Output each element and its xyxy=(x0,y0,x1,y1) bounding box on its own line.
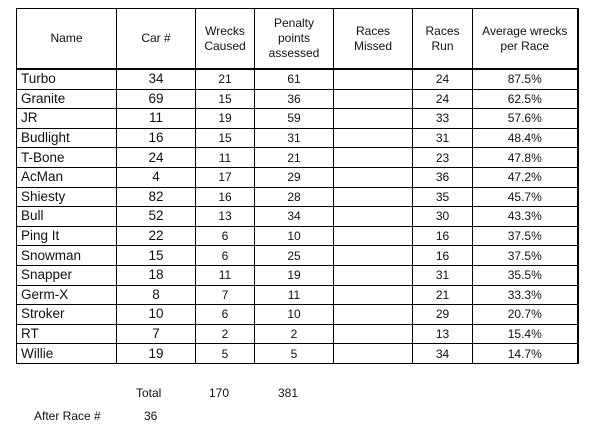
cell-car[interactable]: 11 xyxy=(117,109,196,129)
table-row xyxy=(17,324,578,344)
table-row xyxy=(17,226,578,246)
cell-avg-wrecks[interactable]: 45.7% xyxy=(473,187,578,207)
cell-wrecks-caused[interactable]: 21 xyxy=(196,69,255,89)
cell-car[interactable]: 22 xyxy=(117,226,196,246)
cell-penalty-points[interactable]: 19 xyxy=(255,265,334,285)
cell-car[interactable]: 4 xyxy=(117,167,196,187)
cell-name[interactable]: AcMan xyxy=(17,167,117,187)
table-row xyxy=(17,207,578,227)
after-race-label[interactable]: After Race # xyxy=(34,409,101,423)
header-races-run[interactable]: Races Run xyxy=(413,9,473,70)
cell-penalty-points[interactable]: 61 xyxy=(255,69,334,89)
cell-avg-wrecks[interactable]: 15.4% xyxy=(473,324,578,344)
cell-avg-wrecks[interactable]: 33.3% xyxy=(473,285,578,305)
cell-penalty-points[interactable]: 29 xyxy=(255,167,334,187)
table-row xyxy=(17,167,578,187)
cell-races-missed[interactable] xyxy=(334,265,413,285)
cell-penalty-points[interactable]: 31 xyxy=(255,128,334,148)
header-penalty-points[interactable]: Penalty points assessed xyxy=(255,9,334,70)
cell-avg-wrecks[interactable]: 62.5% xyxy=(473,89,578,109)
standings-table xyxy=(16,8,579,364)
cell-races-missed[interactable] xyxy=(334,148,413,168)
table-row xyxy=(17,246,578,266)
totals-penalty[interactable]: 381 xyxy=(278,386,299,400)
cell-races-run[interactable]: 16 xyxy=(413,246,473,266)
cell-name[interactable]: Germ-X xyxy=(17,285,117,305)
cell-avg-wrecks[interactable]: 20.7% xyxy=(473,305,578,325)
cell-wrecks-caused[interactable]: 2 xyxy=(196,324,255,344)
cell-races-run[interactable]: 35 xyxy=(413,187,473,207)
cell-avg-wrecks[interactable]: 37.5% xyxy=(473,226,578,246)
cell-car[interactable]: 18 xyxy=(117,265,196,285)
cell-races-missed[interactable] xyxy=(334,89,413,109)
cell-races-run[interactable]: 31 xyxy=(413,128,473,148)
cell-races-run[interactable]: 24 xyxy=(413,69,473,89)
header-car[interactable]: Car # xyxy=(117,9,196,70)
cell-name[interactable]: Stroker xyxy=(17,305,117,325)
cell-penalty-points[interactable]: 11 xyxy=(255,285,334,305)
cell-name[interactable]: Granite xyxy=(17,89,117,109)
cell-wrecks-caused[interactable]: 6 xyxy=(196,226,255,246)
cell-avg-wrecks[interactable]: 47.2% xyxy=(473,167,578,187)
cell-races-missed[interactable] xyxy=(334,128,413,148)
cell-wrecks-caused[interactable]: 16 xyxy=(196,187,255,207)
cell-name[interactable]: Willie xyxy=(17,344,117,364)
cell-races-missed[interactable] xyxy=(334,167,413,187)
cell-avg-wrecks[interactable]: 47.8% xyxy=(473,148,578,168)
table-row xyxy=(17,265,578,285)
cell-name[interactable]: Ping It xyxy=(17,226,117,246)
header-wrecks-caused[interactable]: Wrecks Caused xyxy=(196,9,255,70)
table-row xyxy=(17,128,578,148)
cell-name[interactable]: T-Bone xyxy=(17,148,117,168)
cell-races-missed[interactable] xyxy=(334,69,413,89)
cell-avg-wrecks[interactable]: 87.5% xyxy=(473,69,578,89)
table-row xyxy=(17,69,578,89)
cell-races-run[interactable]: 21 xyxy=(413,285,473,305)
cell-races-missed[interactable] xyxy=(334,305,413,325)
cell-penalty-points[interactable]: 28 xyxy=(255,187,334,207)
table-row xyxy=(17,148,578,168)
cell-races-run[interactable]: 30 xyxy=(413,207,473,227)
cell-wrecks-caused[interactable]: 7 xyxy=(196,285,255,305)
cell-wrecks-caused[interactable]: 17 xyxy=(196,167,255,187)
cell-avg-wrecks[interactable]: 14.7% xyxy=(473,344,578,364)
cell-avg-wrecks[interactable]: 37.5% xyxy=(473,246,578,266)
cell-avg-wrecks[interactable]: 57.6% xyxy=(473,109,578,129)
cell-name[interactable]: JR xyxy=(17,109,117,129)
table-row xyxy=(17,285,578,305)
cell-penalty-points[interactable]: 21 xyxy=(255,148,334,168)
table-row xyxy=(17,305,578,325)
cell-name[interactable]: Turbo xyxy=(17,69,117,89)
cell-wrecks-caused[interactable]: 6 xyxy=(196,305,255,325)
cell-wrecks-caused[interactable]: 11 xyxy=(196,148,255,168)
cell-penalty-points[interactable]: 2 xyxy=(255,324,334,344)
cell-wrecks-caused[interactable]: 6 xyxy=(196,246,255,266)
cell-name[interactable]: Snowman xyxy=(17,246,117,266)
cell-races-missed[interactable] xyxy=(334,285,413,305)
cell-penalty-points[interactable]: 10 xyxy=(255,226,334,246)
table-row xyxy=(17,187,578,207)
cell-races-run[interactable]: 24 xyxy=(413,89,473,109)
cell-car[interactable]: 16 xyxy=(117,128,196,148)
cell-name[interactable]: Shiesty xyxy=(17,187,117,207)
cell-wrecks-caused[interactable]: 15 xyxy=(196,128,255,148)
header-races-missed[interactable]: Races Missed xyxy=(334,9,413,70)
cell-name[interactable]: Budlight xyxy=(17,128,117,148)
cell-name[interactable]: Snapper xyxy=(17,265,117,285)
header-row xyxy=(17,9,578,70)
cell-car[interactable]: 15 xyxy=(117,246,196,266)
table-row xyxy=(17,89,578,109)
cell-car[interactable]: 10 xyxy=(117,305,196,325)
cell-races-missed[interactable] xyxy=(334,344,413,364)
header-name[interactable]: Name xyxy=(17,9,117,70)
cell-races-run[interactable]: 29 xyxy=(413,305,473,325)
cell-races-missed[interactable] xyxy=(334,246,413,266)
totals-label[interactable]: Total xyxy=(136,386,162,400)
cell-penalty-points[interactable]: 10 xyxy=(255,305,334,325)
cell-name[interactable]: Bull xyxy=(17,207,117,227)
cell-races-run[interactable]: 23 xyxy=(413,148,473,168)
cell-wrecks-caused[interactable]: 5 xyxy=(196,344,255,364)
cell-races-run[interactable]: 13 xyxy=(413,324,473,344)
totals-row xyxy=(16,386,486,406)
cell-penalty-points[interactable]: 36 xyxy=(255,89,334,109)
cell-wrecks-caused[interactable]: 15 xyxy=(196,89,255,109)
cell-wrecks-caused[interactable]: 19 xyxy=(196,109,255,129)
after-race-value[interactable]: 36 xyxy=(144,409,158,423)
cell-penalty-points[interactable]: 5 xyxy=(255,344,334,364)
cell-avg-wrecks[interactable]: 35.5% xyxy=(473,265,578,285)
cell-car[interactable]: 8 xyxy=(117,285,196,305)
cell-wrecks-caused[interactable]: 11 xyxy=(196,265,255,285)
cell-races-missed[interactable] xyxy=(334,109,413,129)
cell-races-run[interactable]: 31 xyxy=(413,265,473,285)
cell-car[interactable]: 34 xyxy=(117,69,196,89)
table-row xyxy=(17,109,578,129)
cell-races-missed[interactable] xyxy=(334,207,413,227)
cell-races-run[interactable]: 16 xyxy=(413,226,473,246)
cell-car[interactable]: 24 xyxy=(117,148,196,168)
header-avg-wrecks[interactable]: Average wrecks per Race xyxy=(473,9,578,70)
cell-races-run[interactable]: 36 xyxy=(413,167,473,187)
cell-name[interactable]: RT xyxy=(17,324,117,344)
cell-car[interactable]: 19 xyxy=(117,344,196,364)
cell-races-missed[interactable] xyxy=(334,187,413,207)
cell-penalty-points[interactable]: 59 xyxy=(255,109,334,129)
cell-car[interactable]: 69 xyxy=(117,89,196,109)
cell-races-run[interactable]: 33 xyxy=(413,109,473,129)
cell-avg-wrecks[interactable]: 43.3% xyxy=(473,207,578,227)
cell-wrecks-caused[interactable]: 13 xyxy=(196,207,255,227)
cell-penalty-points[interactable]: 34 xyxy=(255,207,334,227)
cell-car[interactable]: 52 xyxy=(117,207,196,227)
table-row xyxy=(17,344,578,364)
cell-car[interactable]: 82 xyxy=(117,187,196,207)
standings-sheet xyxy=(16,8,579,364)
cell-penalty-points[interactable]: 25 xyxy=(255,246,334,266)
cell-races-run[interactable]: 34 xyxy=(413,344,473,364)
cell-races-missed[interactable] xyxy=(334,324,413,344)
cell-car[interactable]: 7 xyxy=(117,324,196,344)
cell-avg-wrecks[interactable]: 48.4% xyxy=(473,128,578,148)
cell-races-missed[interactable] xyxy=(334,226,413,246)
totals-wrecks[interactable]: 170 xyxy=(209,386,230,400)
after-race-row xyxy=(16,409,316,427)
